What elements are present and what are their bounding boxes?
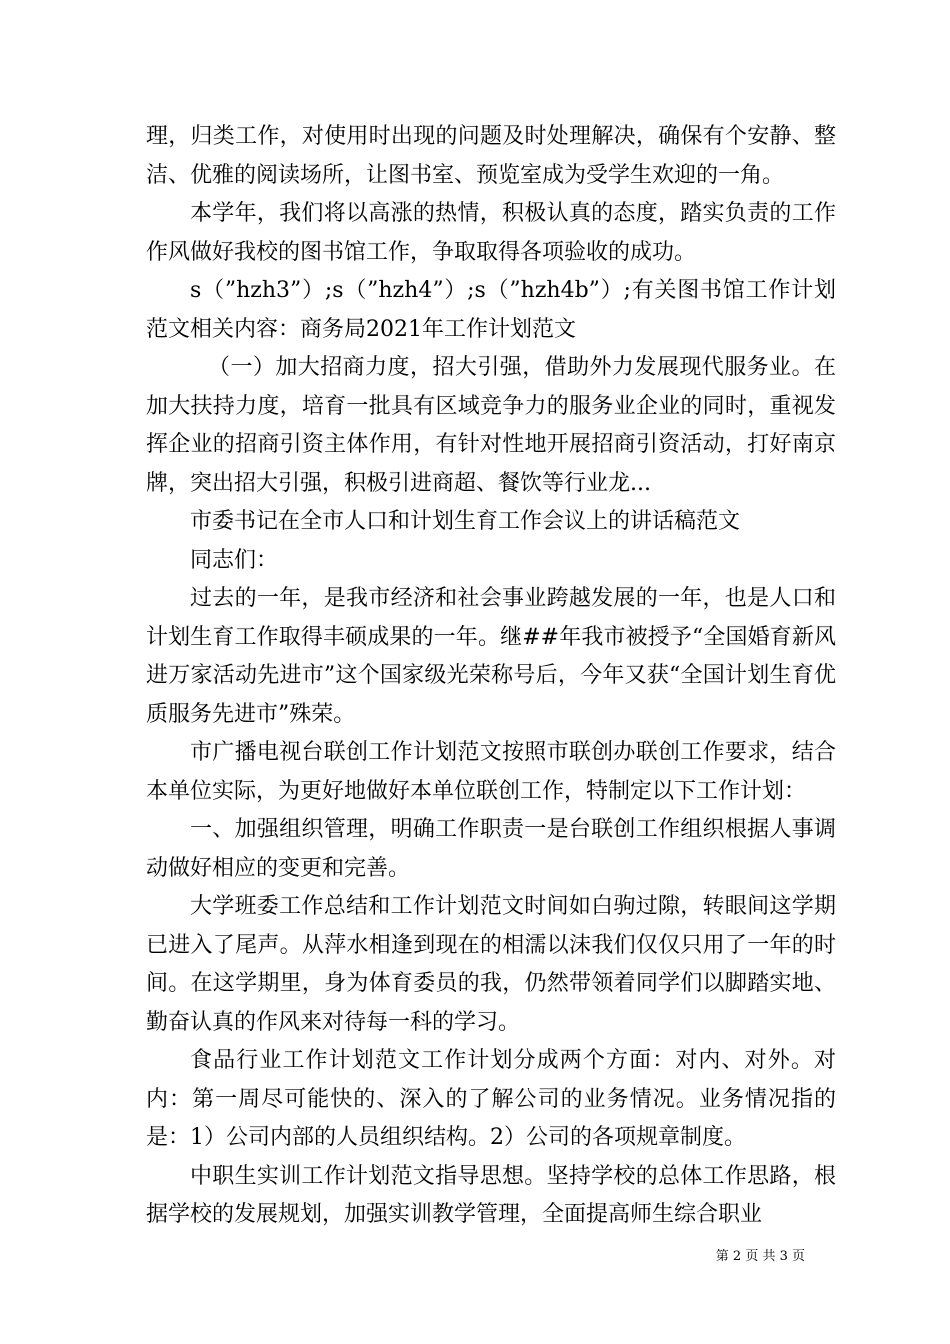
document-body: [146, 118, 836, 1235]
paragraph-8: 市广播电视台联创工作计划范文按照市联创办联创工作要求，结合本单位实际，为更好地做好本单位联创工作，特制定以下工作计划：: [146, 740, 836, 804]
paragraph-3: s（”hzh3”）;s（”hzh4”）;s（”hzh4b”）;有关图书馆工作计划范文相关内容：商务局2021年工作计划范文: [146, 278, 836, 342]
paragraph-6: 同志们：: [190, 547, 279, 573]
paragraph-1: 理，归类工作，对使用时出现的问题及时处理解决，确保有个安静、整洁、优雅的阅读场所，让图书室、预览室成为受学生欢迎的一角。: [146, 124, 836, 188]
paragraph-9: 一、加强组织管理，明确工作职责一是台联创工作组织根据人事调动做好相应的变更和完善。: [146, 817, 836, 881]
paragraph-11: 食品行业工作计划范文工作计划分成两个方面：对内、对外。对内：第一周尽可能快的、深入的了解公司的业务情况。业务情况指的是：1）公司内部的人员组织结构。2）公司的各项规章制度。: [146, 1048, 836, 1150]
paragraph-7: 过去的一年，是我市经济和社会事业跨越发展的一年，也是人口和计划生育工作取得丰硕成果的一年。继##年我市被授予“全国婚育新风进万家活动先进市”这个国家级光荣称号后，今年又获“全国计划生育优质服务先进市”殊荣。: [146, 586, 836, 727]
page-number-footer: 第 2 页 共 3 页: [715, 1249, 805, 1264]
paragraph-12: 中职生实训工作计划范文指导思想。坚持学校的总体工作思路，根据学校的发展规划，加强实训教学管理，全面提高师生综合职业: [146, 1163, 836, 1227]
paragraph-2: 本学年，我们将以高涨的热情，积极认真的态度，踏实负责的工作作风做好我校的图书馆工作，争取取得各项验收的成功。: [146, 201, 836, 265]
paragraph-10: 大学班委工作总结和工作计划范文时间如白驹过隙，转眼间这学期已进入了尾声。从萍水相逢到现在的相濡以沫我们仅仅只用了一年的时间。在这学期里，身为体育委员的我，仍然带领着同学们以脚踏实地、勤奋认真的作风来对待每一科的学习。: [146, 894, 836, 1035]
paragraph-5: 市委书记在全市人口和计划生育工作会议上的讲话稿范文: [190, 509, 741, 534]
paragraph-4: （一）加大招商力度，招大引强，借助外力发展现代服务业。在加大扶持力度，培育一批具有区域竞争力的服务业企业的同时，重视发挥企业的招商引资主体作用，有针对性地开展招商引资活动，打好南京牌，突出招大引强，积极引进商超、餐饮等行业龙...: [146, 355, 836, 496]
